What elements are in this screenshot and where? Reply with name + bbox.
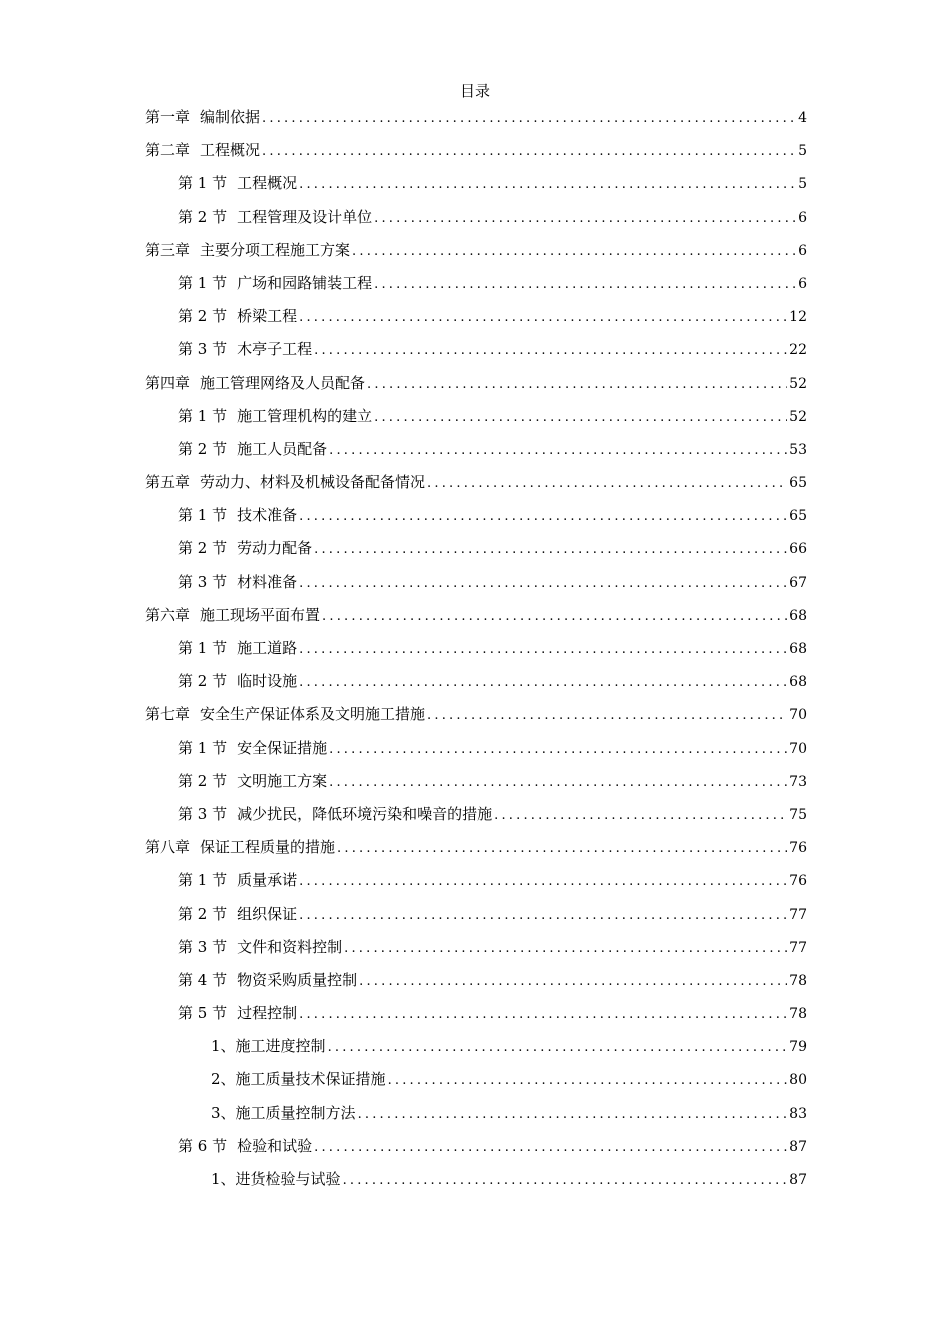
toc-entry-number: 第 2 节 [178, 904, 228, 923]
toc-entry-title: 桥梁工程 [237, 307, 298, 326]
toc-chapter-entry[interactable] [145, 604, 807, 637]
toc-page-number: 70 [789, 707, 807, 724]
toc-dot-leader [299, 573, 787, 595]
toc-dot-leader [299, 639, 787, 661]
toc-dot-leader [367, 374, 787, 396]
toc-page-number: 68 [789, 641, 807, 657]
toc-dot-leader [322, 606, 787, 628]
toc-entry-title: 质量承诺 [237, 871, 298, 890]
toc-entry-number: 3、 [211, 1103, 236, 1122]
toc-entry-title: 材料准备 [237, 572, 298, 591]
toc-entry-number: 第 5 节 [178, 1004, 228, 1023]
toc-chapter-entry[interactable] [145, 703, 807, 736]
toc-entry-title: 施工道路 [237, 639, 298, 657]
toc-entry-number: 第 3 节 [178, 340, 228, 359]
toc-section-entry[interactable] [145, 338, 807, 371]
toc-section-entry[interactable] [145, 770, 807, 803]
toc-entry-title: 施工管理机构的建立 [237, 406, 373, 425]
toc-entry-title: 编制依据 [200, 108, 261, 126]
toc-dot-leader [329, 440, 787, 462]
toc-entry-number: 第六章 [145, 605, 191, 624]
toc-entry-number: 第 1 节 [178, 506, 228, 525]
toc-entry-title: 工程管理及设计单位 [237, 207, 373, 226]
toc-entry-number: 第二章 [145, 141, 191, 160]
toc-entry-number: 第 1 节 [178, 273, 228, 292]
toc-page-number: 67 [789, 574, 807, 591]
toc-entry-number: 第 1 节 [178, 871, 228, 890]
toc-chapter-entry[interactable] [145, 239, 807, 272]
toc-entry-number: 第 2 节 [178, 539, 228, 558]
toc-entry-number: 第 4 节 [178, 970, 228, 989]
toc-entry-title: 安全生产保证体系及文明施工措施 [200, 705, 426, 724]
toc-page-number: 6 [798, 209, 807, 226]
toc-dot-leader [427, 705, 787, 727]
toc-page-number: 70 [789, 740, 807, 757]
toc-dot-leader [299, 1004, 787, 1026]
toc-dot-leader [374, 208, 796, 230]
toc-dot-leader [374, 407, 787, 429]
toc-chapter-entry[interactable] [145, 106, 807, 139]
toc-dot-leader [314, 539, 787, 561]
toc-entry-title: 工程概况 [200, 141, 261, 160]
toc-entry-title: 检验和试验 [237, 1136, 313, 1155]
toc-chapter-entry[interactable] [145, 139, 807, 172]
toc-entry-title: 临时设施 [237, 672, 298, 691]
toc-section-entry[interactable] [145, 869, 807, 902]
toc-dot-leader [299, 905, 787, 927]
toc-entry-title: 物资采购质量控制 [237, 970, 358, 989]
toc-page-number: 73 [789, 773, 807, 790]
toc-entry-title: 文件和资料控制 [237, 937, 343, 956]
toc-entry-title: 劳动力配备 [237, 539, 313, 558]
toc-entry-title: 组织保证 [237, 904, 298, 923]
toc-dot-leader [299, 871, 787, 893]
toc-page-number: 77 [789, 906, 807, 923]
toc-page-number: 5 [798, 143, 807, 160]
toc-entry-title: 木亭子工程 [237, 340, 313, 359]
toc-page-number: 76 [789, 840, 807, 857]
toc-entry-number: 第 6 节 [178, 1136, 228, 1155]
toc-section-entry[interactable] [145, 206, 807, 239]
toc-dot-leader [374, 274, 796, 296]
toc-entry-number: 1、 [211, 1170, 236, 1188]
toc-entry-number: 第五章 [145, 473, 191, 492]
toc-section-entry[interactable] [145, 670, 807, 703]
toc-page-number: 75 [789, 806, 807, 823]
toc-entry-title: 广场和园路铺装工程 [237, 273, 373, 292]
toc-entry-title: 施工质量控制方法 [235, 1103, 356, 1122]
toc-entry-number: 第 3 节 [178, 572, 228, 591]
toc-page-number: 79 [789, 1039, 807, 1056]
toc-entry-title: 文明施工方案 [237, 771, 328, 790]
toc-entry-title: 过程控制 [237, 1004, 298, 1023]
toc-entry-number: 第四章 [145, 373, 191, 392]
toc-entry-number: 第七章 [145, 705, 191, 724]
toc-section-entry[interactable] [145, 438, 807, 471]
toc-entry-number: 第 1 节 [178, 174, 228, 193]
toc-dot-leader [299, 307, 787, 329]
toc-chapter-entry[interactable] [145, 372, 807, 405]
toc-dot-leader [427, 473, 787, 495]
toc-page-number: 78 [789, 972, 807, 989]
toc-entry-title: 施工人员配备 [237, 439, 328, 458]
toc-page-number: 5 [798, 176, 807, 193]
toc-page-number: 83 [789, 1105, 807, 1122]
toc-page-number: 65 [789, 508, 807, 525]
toc-entry-number: 第 2 节 [178, 439, 228, 458]
toc-subsection-entry[interactable] [145, 1068, 807, 1101]
toc-entry-title: 施工质量技术保证措施 [235, 1070, 386, 1089]
toc-section-entry[interactable] [145, 571, 807, 604]
toc-dot-leader [329, 739, 787, 761]
toc-page-number: 22 [789, 342, 807, 359]
toc-entry-number: 第 1 节 [178, 406, 228, 425]
toc-page-number: 66 [789, 541, 807, 558]
toc-entry-number: 2、 [211, 1070, 236, 1089]
toc-section-entry[interactable] [145, 272, 807, 305]
toc-dot-leader [262, 108, 796, 130]
table-of-contents [145, 106, 807, 1201]
toc-entry-title: 工程概况 [237, 174, 298, 193]
toc-title: 目录 [459, 82, 490, 100]
toc-section-entry[interactable] [145, 537, 807, 570]
toc-entry-number: 第三章 [145, 240, 191, 259]
toc-dot-leader [328, 1037, 788, 1059]
toc-section-entry[interactable] [145, 172, 807, 205]
toc-dot-leader [314, 1137, 787, 1159]
toc-entry-title: 施工进度控制 [235, 1037, 326, 1056]
toc-entry-title: 进货检验与试验 [235, 1170, 341, 1188]
toc-page-number: 77 [789, 939, 807, 956]
toc-entry-title: 施工管理网络及人员配备 [200, 373, 366, 392]
toc-dot-leader [359, 971, 787, 993]
toc-entry-number: 第 2 节 [178, 307, 228, 326]
toc-section-entry[interactable] [145, 405, 807, 438]
toc-subsection-entry[interactable] [145, 1102, 807, 1135]
toc-page-number: 6 [798, 242, 807, 259]
toc-entry-number: 第 2 节 [178, 672, 228, 691]
toc-entry-number: 第一章 [145, 108, 191, 126]
toc-page-number: 80 [789, 1072, 807, 1089]
toc-page-number: 78 [789, 1006, 807, 1023]
toc-dot-leader [343, 1170, 788, 1192]
toc-entry-number: 第 2 节 [178, 207, 228, 226]
toc-dot-leader [494, 805, 787, 827]
toc-entry-title: 安全保证措施 [237, 738, 328, 757]
toc-entry-number: 1、 [211, 1037, 236, 1056]
toc-section-entry[interactable] [145, 504, 807, 537]
toc-page-number: 6 [798, 275, 807, 292]
toc-dot-leader [299, 672, 787, 694]
toc-section-entry[interactable] [145, 903, 807, 936]
toc-entry-title: 减少扰民，降低环境污染和噪音的措施 [237, 804, 493, 823]
toc-section-entry[interactable] [145, 969, 807, 1002]
toc-page-number: 4 [798, 110, 807, 126]
toc-entry-number: 第 3 节 [178, 804, 228, 823]
toc-dot-leader [314, 340, 787, 362]
toc-dot-leader [352, 241, 796, 263]
toc-page-number: 87 [789, 1172, 807, 1188]
toc-page-number: 12 [789, 309, 807, 326]
toc-dot-leader [388, 1070, 788, 1092]
toc-page-number: 68 [789, 607, 807, 624]
toc-entry-title: 保证工程质量的措施 [200, 838, 336, 857]
toc-dot-leader [358, 1104, 788, 1126]
toc-entry-number: 第 1 节 [178, 738, 228, 757]
toc-section-entry[interactable] [145, 1135, 807, 1168]
toc-dot-leader [344, 938, 787, 960]
toc-page-number: 52 [789, 375, 807, 392]
toc-section-entry[interactable] [145, 803, 807, 836]
toc-entry-number: 第 1 节 [178, 639, 228, 657]
toc-section-entry[interactable] [145, 1002, 807, 1035]
toc-section-entry[interactable] [145, 637, 807, 670]
toc-dot-leader [337, 838, 787, 860]
toc-page-number: 87 [789, 1138, 807, 1155]
toc-entry-title: 劳动力、材料及机械设备配备情况 [200, 473, 426, 492]
toc-dot-leader [299, 174, 796, 196]
toc-page-number: 53 [789, 441, 807, 458]
toc-dot-leader [329, 772, 787, 794]
toc-entry-number: 第 2 节 [178, 771, 228, 790]
toc-dot-leader [299, 506, 787, 528]
toc-subsection-entry[interactable] [145, 1168, 807, 1201]
toc-section-entry[interactable] [145, 936, 807, 969]
toc-page-number: 68 [789, 674, 807, 691]
toc-entry-number: 第八章 [145, 838, 191, 857]
toc-entry-title: 主要分项工程施工方案 [200, 240, 351, 259]
toc-subsection-entry[interactable] [145, 1035, 807, 1068]
toc-dot-leader [262, 141, 796, 163]
toc-entry-title: 施工现场平面布置 [200, 605, 321, 624]
toc-chapter-entry[interactable] [145, 836, 807, 869]
toc-page-number: 76 [789, 873, 807, 890]
toc-page-number: 52 [789, 408, 807, 425]
toc-section-entry[interactable] [145, 305, 807, 338]
toc-page-number: 65 [789, 475, 807, 492]
toc-entry-title: 技术准备 [237, 506, 298, 525]
toc-entry-number: 第 3 节 [178, 937, 228, 956]
toc-chapter-entry[interactable] [145, 471, 807, 504]
toc-section-entry[interactable] [145, 737, 807, 770]
